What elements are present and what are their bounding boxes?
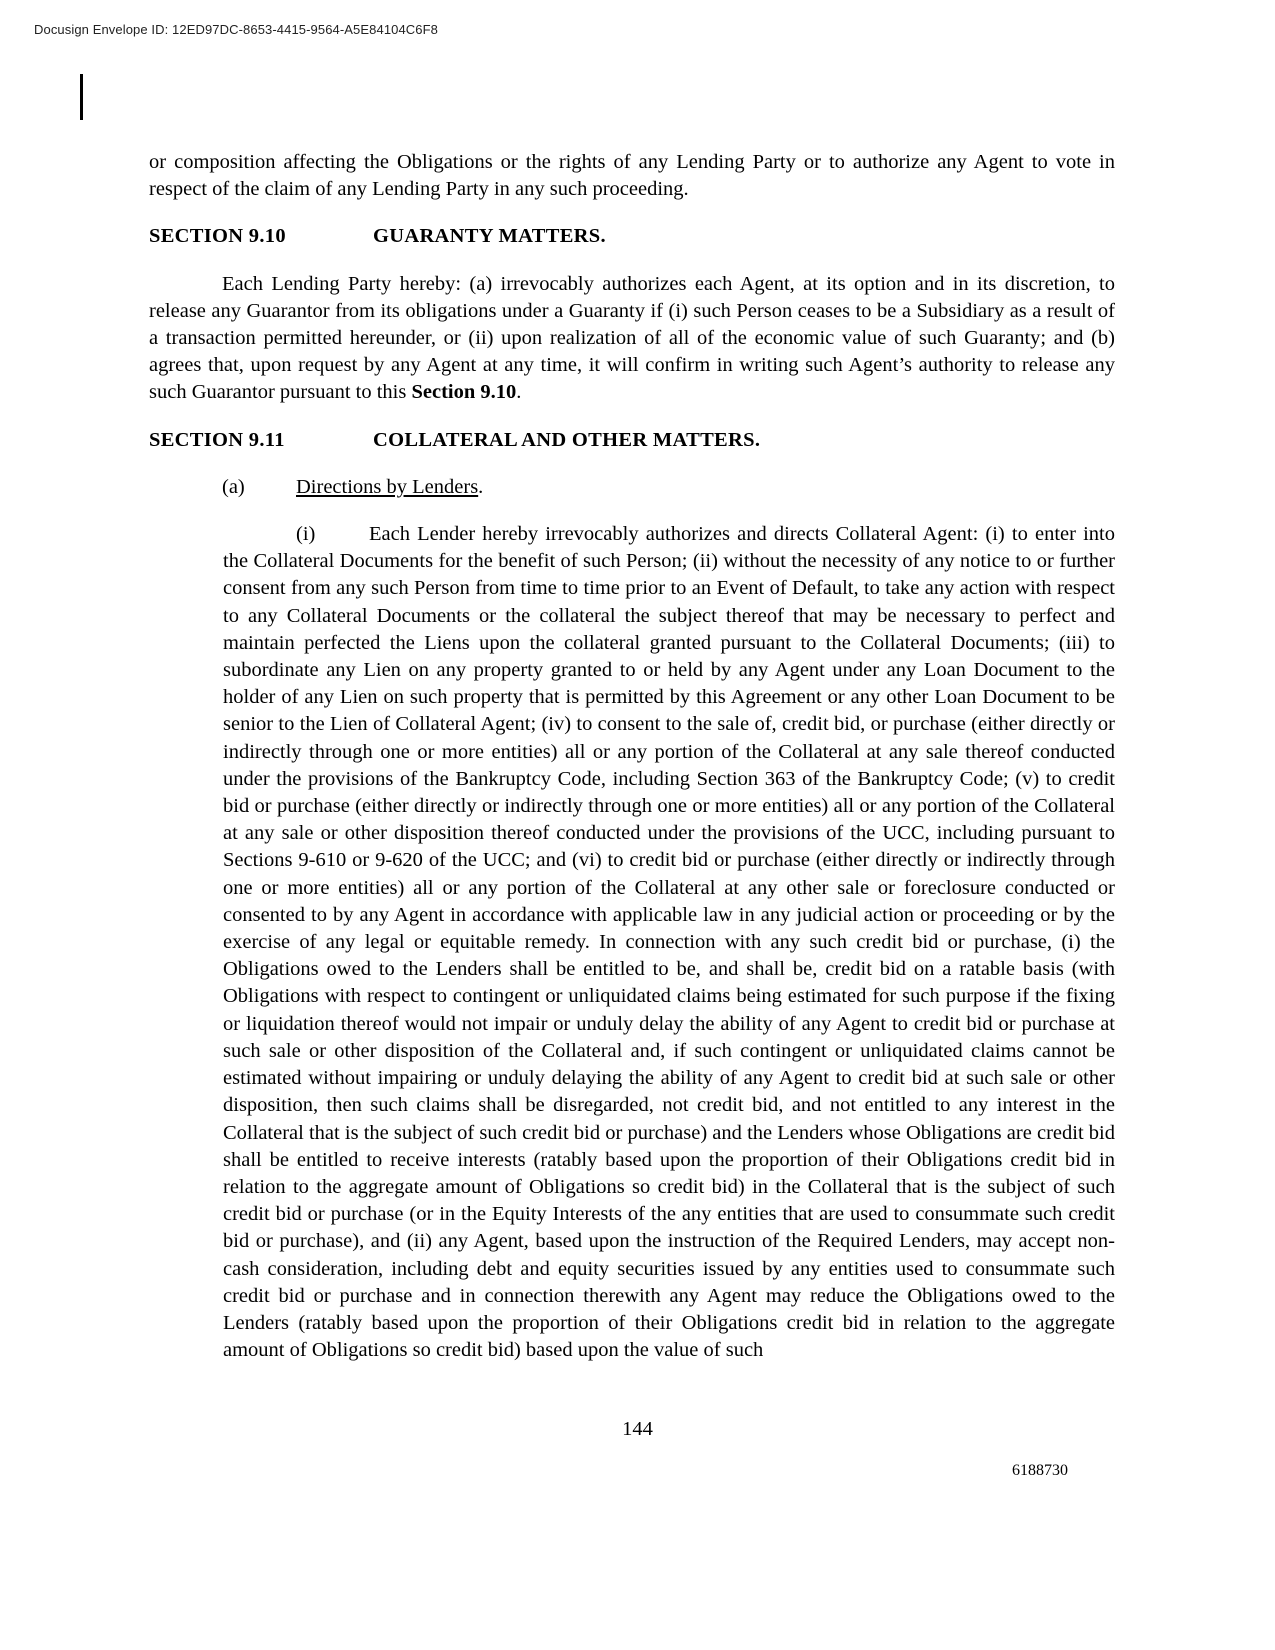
subsection-title-end: . [478, 475, 484, 498]
paragraph-end: . [516, 381, 522, 404]
subsection-title: Directions by Lenders [296, 475, 479, 498]
revision-change-bar [80, 74, 83, 120]
section-title: GUARANTY MATTERS. [373, 225, 606, 248]
section-reference: Section 9.10 [411, 381, 517, 404]
subsection-marker: (a) [222, 475, 245, 498]
continuation-paragraph: or composition affecting the Obligations or the rights of any Lending Party or to authorize any Agent to vote in respect of the claim of any Lending Party in any such proceeding. [149, 151, 1115, 201]
document-id: 6188730 [1012, 1462, 1068, 1479]
section-9-10-paragraph [149, 271, 1115, 407]
paragraph-text: Each Lending Party hereby: (a) irrevocably authorizes each Agent, at its option and in its discretion, to release any Guarantor from its obligations under a Guaranty if (i) such Person ceases to be a Subsidiary as a result of a transaction permitted hereunder, or (ii) upon realization of all of the economic value of such Guaranty; and (b) agrees that, upon request by any Agent at any time, it will confirm in writing such Agent’s authority to release any such Guarantor pursuant to this [149, 272, 1115, 404]
document-page-body [149, 149, 1115, 1364]
section-number: SECTION 9.11 [149, 428, 285, 451]
section-title: COLLATERAL AND OTHER MATTERS. [373, 428, 761, 451]
clause-text: Each Lender hereby irrevocably authorizes and directs Collateral Agent: (i) to enter into the Collateral Documents for the benefit of such Person; (ii) without the necessity of any notice to or further consent from any such Person from time to time prior to an Event of Default, to take any action with respect to any Collateral Documents or the collateral the subject thereof that may be necessary to perfect and maintain perfected the Liens upon the collateral granted pursuant to the Collateral Documents; (iii) to subordinate any Lien on any property granted to or held by any Agent under any Loan Document to the holder of any Lien on such property that is permitted by this Agreement or any other Loan Document to be senior to the Lien of Collateral Agent; (iv) to consent to the sale of, credit bid, or purchase (either directly or indirectly through one or more entities) all or any portion of the Collateral at any sale thereof conducted under the provisions of the Bankruptcy Code, including Section 363 of the Bankruptcy Code; (v) to credit bid or purchase (either directly or indirectly through one or more entities) all or any portion of the Collateral at any sale or other disposition thereof conducted under the provisions of the UCC, including pursuant to Sections 9-610 or 9-620 of the UCC; and (vi) to credit bid or purchase (either directly or indirectly through one or more entities) all or any portion of the Collateral at any other sale or foreclosure conducted or consented to by any Agent in accordance with applicable law in any judicial action or proceeding or by the exercise of any legal or equitable remedy. In connection with any such credit bid or purchase, (i) the Obligations owed to the Lenders shall be entitled to be, and shall be, credit bid on a ratable basis (with Obligations with respect to contingent or unliquidated claims being estimated for such purpose if the fixing or liquidation thereof would not impair or unduly delay the ability of any Agent to credit bid or purchase at such sale or other disposition of the Collateral and, if such contingent or unliquidated claims cannot be estimated without impairing or unduly delaying the ability of any Agent to credit bid at such sale or other disposition, then such claims shall be disregarded, not credit bid, and not entitled to any interest in the Collateral that is the subject of such credit bid or purchase) and the Lenders whose Obligations are credit bid shall be entitled to receive interests (ratably based upon the proportion of their Obligations credit bid in relation to the aggregate amount of Obligations so credit bid) in the Collateral that is the subject of such credit bid or purchase (or in the Equity Interests of the any entities that are used to consummate such credit bid or purchase), and (ii) any Agent, based upon the instruction of the Required Lenders, may accept non-cash consideration, including debt and equity securities issued by any entities used to consummate such credit bid or purchase and in connection therewith any Agent may reduce the Obligations owed to the Lenders (ratably based upon the proportion of their Obligations credit bid in relation to the aggregate amount of Obligations so credit bid) based upon the value of such [223, 523, 1115, 1362]
clause-i-paragraph [149, 521, 1115, 1364]
clause-marker: (i) [296, 523, 316, 546]
section-9-11-heading [149, 427, 1115, 454]
subsection-a-heading [149, 474, 1115, 501]
section-number: SECTION 9.10 [149, 225, 286, 248]
section-9-10-heading [149, 223, 1115, 250]
page-number: 144 [622, 1418, 653, 1440]
docusign-envelope-id: Docusign Envelope ID: 12ED97DC-8653-4415-9564-A5E84104C6F8 [34, 22, 438, 37]
